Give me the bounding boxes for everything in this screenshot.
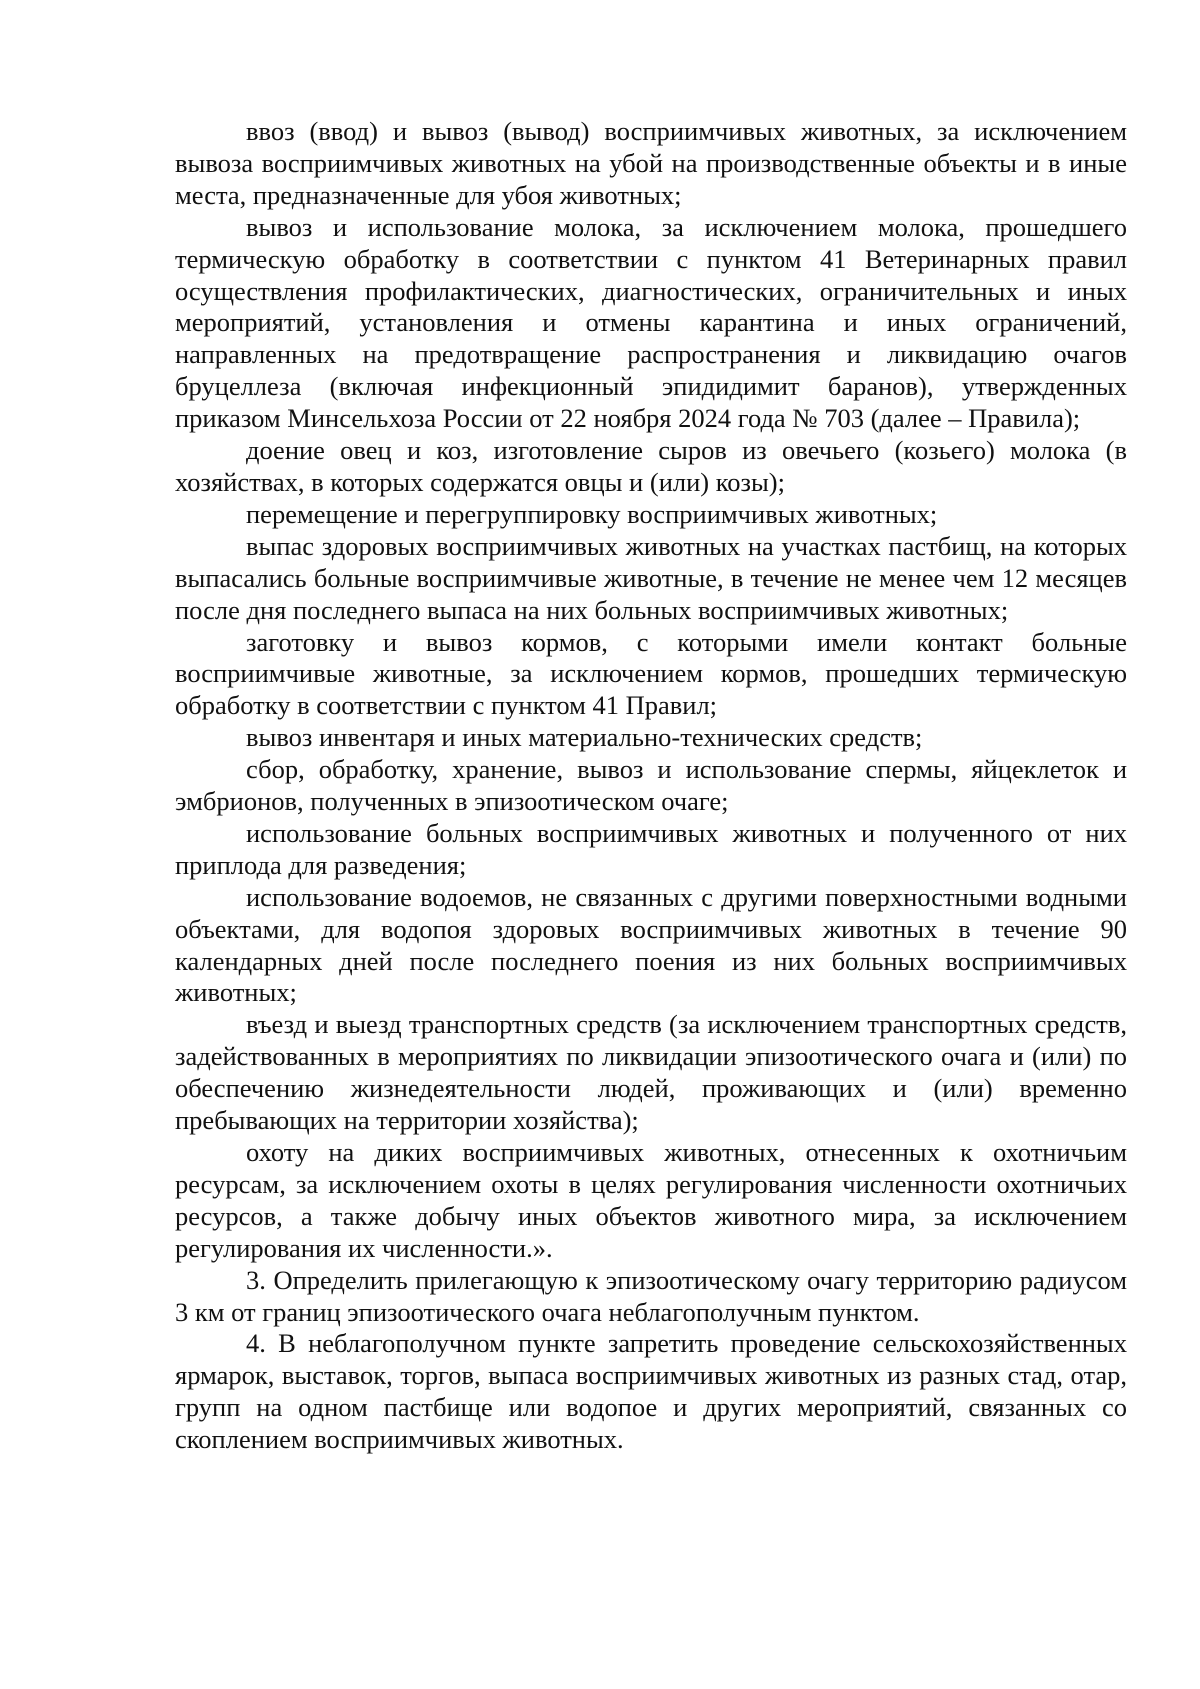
paragraph-sperm: сбор, обработку, хранение, вывоз и использование спермы, яйцеклеток и эмбрионов, полученных в эпизоотическом очаге; <box>175 754 1127 817</box>
paragraph-breeding: использование больных восприимчивых животных и полученного от них приплода для разведения; <box>175 817 1127 880</box>
paragraph-milk: вывоз и использование молока, за исключением молока, прошедшего термическую обработку в соответствии с пунктом 41 Ветеринарных правил осуществления профилактических, диагностических, ограничительных и иных мероприятий, установления и отмены карантина и иных ограничений, направленных на предотвращение распространения и ликвидацию очагов бруцеллеза (включая инфекционный эпидидимит баранов), утвержденных приказом Минсельхоза России от 22 ноября 2024 года № 703 (далее – Правила); <box>175 211 1127 434</box>
paragraph-item-3: 3. Определить прилегающую к эпизоотическому очагу территорию радиусом 3 км от границ эпизоотического очага неблагополучным пунктом. <box>175 1264 1127 1327</box>
paragraph-item-4: 4. В неблагополучном пункте запретить проведение сельскохозяйственных ярмарок, выставок, торгов, выпаса восприимчивых животных из разных стад, отар, групп на одном пастбище или водопое и других мероприятий, связанных со скоплением восприимчивых животных. <box>175 1328 1127 1455</box>
paragraph-water: использование водоемов, не связанных с другими поверхностными водными объектами, для водопоя здоровых восприимчивых животных в течение 90 календарных дней после последнего поения из них больных восприимчивых животных; <box>175 881 1127 1008</box>
paragraph-feed: заготовку и вывоз кормов, с которыми имели контакт больные восприимчивые животные, за исключением кормов, прошедших термическую обработку в соответствии с пунктом 41 Правил; <box>175 626 1127 721</box>
paragraph-hunting: охоту на диких восприимчивых животных, отнесенных к охотничьим ресурсам, за исключением охоты в целях регулирования численности охотничьих ресурсов, а также добычу иных объектов животного мира, за исключением регулирования их численности.». <box>175 1137 1127 1263</box>
paragraph-grazing: выпас здоровых восприимчивых животных на участках пастбищ, на которых выпасались больные восприимчивые животные, в течение не менее чем 12 месяцев после дня последнего выпаса на них больных восприимчивых животных; <box>175 530 1127 625</box>
document-body <box>175 116 1127 1456</box>
paragraph-milking: доение овец и коз, изготовление сыров из овечьего (козьего) молока (в хозяйствах, в которых содержатся овцы и (или) козы); <box>175 435 1127 497</box>
paragraph-regrouping: перемещение и перегруппировку восприимчивых животных; <box>246 498 938 529</box>
paragraph-inventory: вывоз инвентаря и иных материально-технических средств; <box>246 722 923 753</box>
paragraph-transport: въезд и выезд транспортных средств (за исключением транспортных средств, задействованных в мероприятиях по ликвидации эпизоотического очага и (или) по обеспечению жизнедеятельности людей, проживающих и (или) временно пребывающих на территории хозяйства); <box>175 1009 1127 1136</box>
paragraph-import-export: ввоз (ввод) и вывоз (вывод) восприимчивых животных, за исключением вывоза восприимчивых животных на убой на производственные объекты и в иные места, предназначенные для убоя животных; <box>175 116 1127 210</box>
